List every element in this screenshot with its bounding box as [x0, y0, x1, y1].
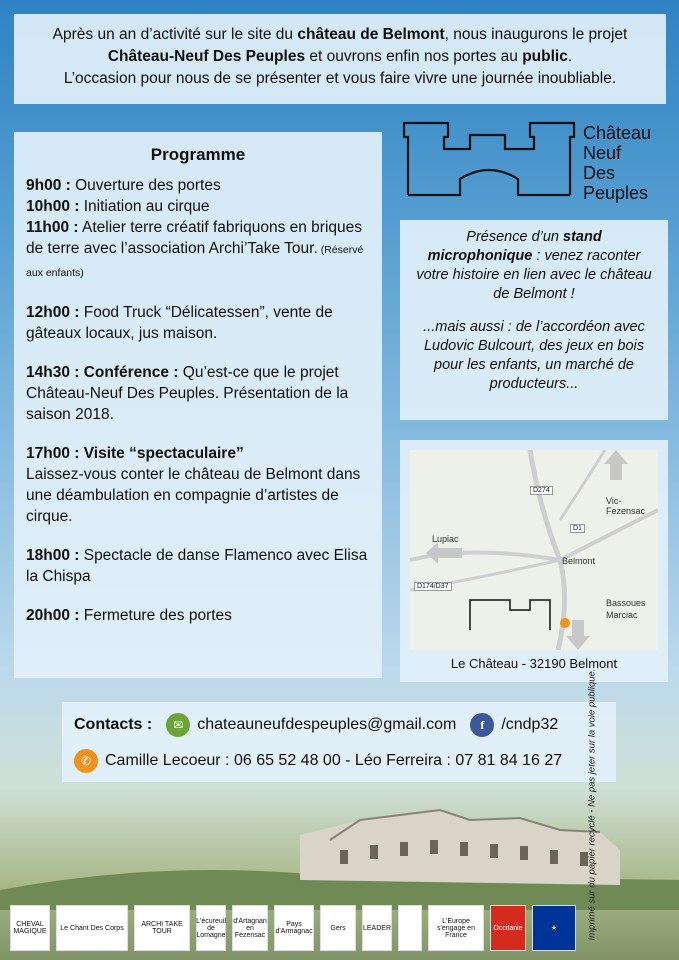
- item-desc: Food Truck “Délicatessen”, vente de gâteaux locaux, jus maison.: [26, 304, 333, 342]
- item-time: 10h00 :: [26, 198, 80, 215]
- stand-text: Présence d’un: [466, 229, 564, 245]
- location-pin-icon: [560, 618, 570, 628]
- intro-box: [14, 14, 666, 104]
- phone-icon: ✆: [74, 749, 98, 773]
- programme-title: Programme: [150, 145, 246, 164]
- intro-text: , nous inaugurons le projet: [444, 26, 628, 43]
- intro-project: Château-Neuf Des Peuples: [107, 48, 306, 65]
- sponsor-logos: [0, 896, 679, 960]
- sponsor-logo: LEADER: [362, 905, 392, 951]
- sponsor-logo: d'Artagnan en Fezensac: [232, 905, 268, 951]
- intro-text: et ouvrons enfin nos portes au: [305, 48, 523, 65]
- road-label: D174/D37: [414, 582, 452, 591]
- sponsor-logo: L'écureuil de Lomagne: [196, 905, 226, 951]
- sponsor-logo: Le Chant Des Corps: [56, 905, 128, 951]
- facebook-link[interactable]: /cndp32: [501, 716, 559, 733]
- sponsor-logo: Gers: [320, 905, 356, 951]
- email-icon: ✉: [166, 713, 190, 737]
- castle-icon: [470, 600, 550, 630]
- item-time: 9h00 :: [26, 177, 71, 194]
- town-label: Vic-Fezensac: [606, 496, 646, 516]
- email-link[interactable]: chateauneufdespeuples@gmail.com: [197, 716, 457, 733]
- castle-illustration: [0, 780, 679, 910]
- contacts-label: Contacts :: [74, 716, 153, 733]
- arrow-left-icon: [438, 548, 462, 558]
- stand-box: [400, 220, 668, 420]
- contacts-box: [62, 702, 616, 782]
- town-label: Lupiac: [432, 534, 459, 544]
- phone-numbers: Camille Lecoeur : 06 65 52 48 00 - Léo Ferreira : 07 81 84 16 27: [105, 752, 563, 769]
- map-roads: [410, 450, 658, 650]
- item-desc: Initiation au cirque: [79, 198, 210, 215]
- chateau-logo: [400, 115, 668, 207]
- sponsor-logo: L'Europe s'engage en France: [428, 905, 484, 951]
- sponsor-logo: [398, 905, 422, 951]
- item-time: 18h00 :: [26, 547, 80, 564]
- programme-item: [26, 217, 370, 284]
- programme-item: [26, 443, 370, 527]
- logo-line: Des: [583, 163, 616, 183]
- item-desc: Atelier terre créatif fabriquons en briques de terre avec l’association Archi’Take Tour.: [26, 219, 363, 257]
- road-label: D274: [530, 486, 553, 495]
- intro-text: .: [567, 48, 573, 65]
- map-caption: Le Château - 32190 Belmont: [450, 656, 618, 671]
- logo-line: Neuf: [583, 143, 622, 163]
- item-desc: Fermeture des portes: [79, 607, 232, 624]
- item-time: 20h00 :: [26, 607, 80, 624]
- sponsor-logo: CHEVAL MAGIQUE: [10, 905, 50, 951]
- map: [410, 450, 658, 650]
- stand-highlight: stand microphonique: [427, 229, 602, 264]
- item-desc: Laissez-vous conter le château de Belmont dans une déambulation en compagnie d’artistes de cirque.: [26, 466, 361, 525]
- item-time: 12h00 :: [26, 304, 80, 321]
- programme-item: [26, 196, 370, 217]
- item-time: 11h00 :: [26, 219, 79, 236]
- logo-line: Château: [583, 123, 652, 143]
- sponsor-logo: Occitanie: [490, 905, 526, 951]
- programme-item: [26, 605, 370, 626]
- programme-item: [26, 175, 370, 196]
- item-desc: Ouverture des portes: [70, 177, 221, 194]
- sponsor-logo: Pays d'Armagnac: [274, 905, 314, 951]
- programme-item: [26, 362, 370, 425]
- item-note: (Réservé aux enfants): [26, 244, 364, 279]
- town-label: Belmont: [562, 556, 596, 566]
- castle-outline-icon: [400, 115, 580, 207]
- logo-text: [583, 123, 651, 203]
- map-box: [400, 440, 668, 682]
- item-desc: Qu’est-ce que le projet Château-Neuf Des Peuples. Présentation de la saison 2018.: [26, 364, 349, 423]
- town-label: Bassoues: [606, 598, 646, 608]
- intro-public: public: [522, 48, 568, 65]
- programme-item: [26, 545, 370, 587]
- intro-chateau: château de Belmont: [297, 26, 445, 43]
- stand-more: ...mais aussi : de l’accordéon avec Ludovic Bulcourt, des jeux en bois pour les enfants, un marché de producteurs...: [423, 319, 645, 392]
- stand-text: : venez raconter votre histoire en lien avec le château de Belmont !: [416, 248, 652, 302]
- intro-text: Après un an d’activité sur le site du: [52, 26, 298, 43]
- programme-item: [26, 302, 370, 344]
- road-label: D1: [570, 524, 585, 533]
- town-label: Marciac: [606, 610, 638, 620]
- item-time: 17h00 : Visite “spectaculaire”: [26, 445, 244, 462]
- item-desc: Spectacle de danse Flamenco avec Elisa la Chispa: [26, 547, 368, 585]
- facebook-icon: f: [470, 713, 494, 737]
- recycling-note: Imprimé sur du papier recyclé - Ne pas jeter sur la voie publique.: [586, 668, 598, 941]
- sponsor-logo: ARCHI TAKE TOUR: [134, 905, 190, 951]
- item-time: 14h30 : Conférence :: [26, 364, 179, 381]
- logo-line: Peuples: [583, 183, 649, 203]
- intro-line3: L’occasion pour nous de se présenter et vous faire vivre une journée inoubliable.: [63, 70, 617, 87]
- programme-box: [14, 132, 382, 678]
- eu-flag-icon: ★: [532, 905, 576, 951]
